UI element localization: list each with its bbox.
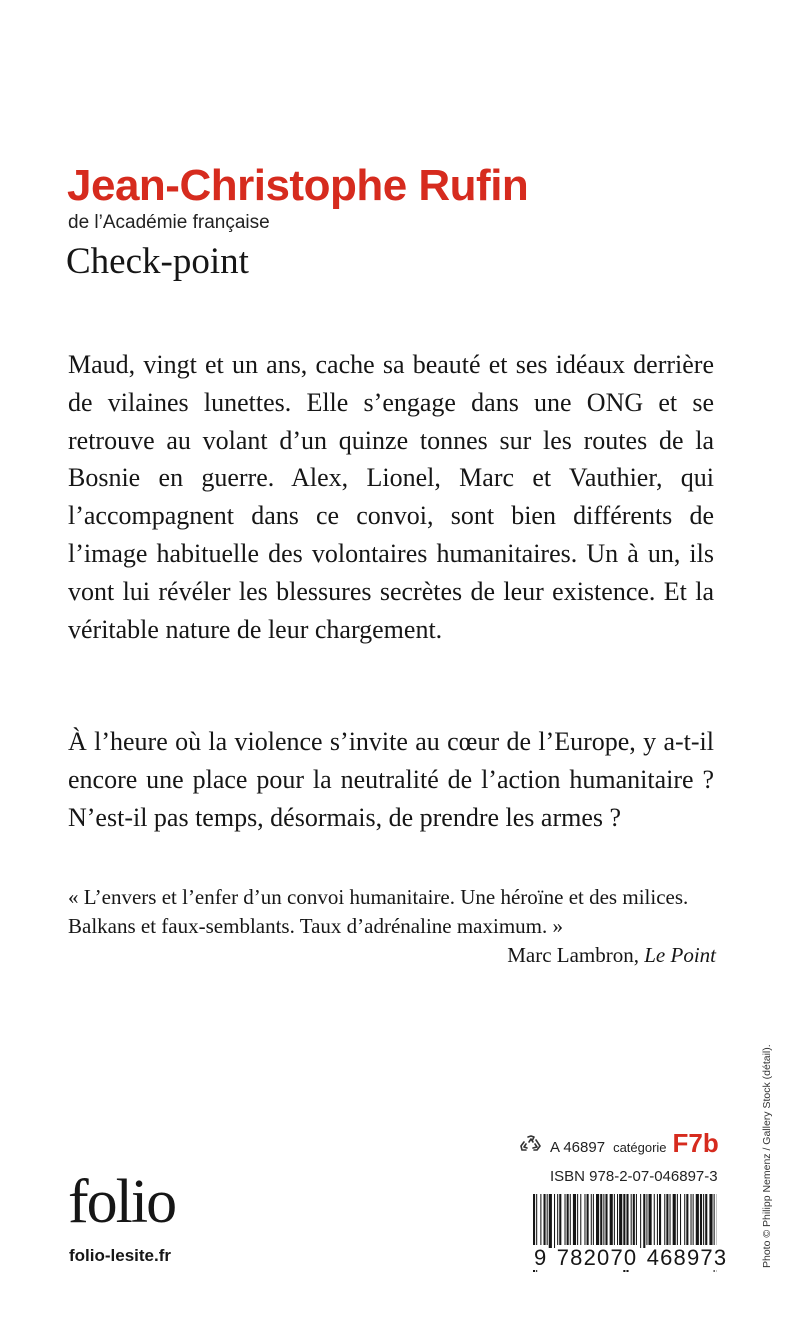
barcode-bar: [677, 1194, 678, 1248]
barcode-digits: [533, 1245, 728, 1271]
book-title: Check-point: [66, 241, 249, 282]
author-affiliation: de l’Académie française: [68, 212, 270, 233]
review-source: Le Point: [644, 943, 716, 967]
barcode-bar: [617, 1194, 618, 1248]
barcode-bar: [559, 1194, 561, 1248]
barcode-bar: [673, 1194, 676, 1248]
barcode-bar: [703, 1194, 704, 1248]
barcode-bar: [596, 1194, 599, 1248]
isbn-number: ISBN 978-2-07-046897-3: [550, 1168, 718, 1185]
barcode-bar: [643, 1194, 645, 1248]
barcode-bar: [693, 1194, 694, 1248]
barcode-bar: [573, 1194, 576, 1248]
barcode-bar: [619, 1194, 622, 1248]
barcode-bar: [636, 1194, 637, 1248]
barcode-bar: [666, 1194, 668, 1248]
barcode-bar: [614, 1194, 615, 1248]
author-name: Jean-Christophe Rufin: [67, 161, 529, 210]
recycle-icon: [520, 1135, 542, 1153]
barcode-bar: [554, 1194, 555, 1248]
barcode-bar: [646, 1194, 647, 1248]
barcode-bar: [659, 1194, 661, 1248]
barcode-bar: [684, 1194, 685, 1248]
barcode-bar: [680, 1194, 681, 1248]
category-code: F7b: [672, 1128, 719, 1158]
barcode-bar: [649, 1194, 652, 1248]
blurb-paragraph-1: Maud, vingt et un ans, cache sa beauté et ses idéaux derrière de vilaines lunettes. Elle s’engage dans une ONG et se retrouve au volant d’un quinze tonnes sur les routes de la Bosnie en guerre. Alex, Lionel, Marc et Vauthier, qui l’accompagnent dans ce convoi, sont bien différents de l’image habituelle des volontaires humanitaires. Un à un, ils vont lui révéler les blessures secrètes de leur existence. Et la véritable nature de leur chargement.: [68, 350, 714, 644]
barcode-bar: [547, 1194, 548, 1248]
barcode-bar: [664, 1194, 665, 1248]
barcode-bar: [696, 1194, 699, 1248]
barcode-bar: [570, 1194, 571, 1248]
barcode-bar: [565, 1194, 566, 1248]
barcode-bar: [631, 1194, 632, 1248]
blurb-paragraph-2: À l’heure où la violence s’invite au cœur de l’Europe, y a-t-il encore une place pour la neutralité de l’action humanitaire ? N’est-il pas temps, désormais, de prendre les armes ?: [68, 727, 714, 832]
barcode-bar: [577, 1194, 578, 1248]
category-label: catégorie: [613, 1140, 667, 1155]
barcode-bar: [700, 1194, 702, 1248]
barcode-bar: [640, 1194, 641, 1248]
barcode-bar: [584, 1194, 585, 1248]
barcode-bar: [603, 1194, 604, 1248]
barcode-bar: [580, 1194, 581, 1248]
barcode-bar: [709, 1194, 712, 1248]
barcode-bar: [540, 1194, 541, 1248]
barcode-bar: [691, 1194, 692, 1248]
review-quote-block: [68, 883, 716, 970]
barcode-bar: [670, 1194, 671, 1248]
barcode-bar: [686, 1194, 688, 1248]
barcode-bar: [633, 1194, 635, 1248]
photo-credit: Photo © Philipp Nemenz / Gallery Stock (détail).: [761, 1044, 773, 1268]
barcode-first-digit: 9: [534, 1245, 548, 1270]
barcode-bar: [600, 1194, 602, 1248]
publisher-website: folio-lesite.fr: [69, 1246, 172, 1265]
reviewer-name: Marc Lambron,: [507, 943, 639, 967]
barcode-bar: [591, 1194, 592, 1248]
review-quote: « L’envers et l’enfer d’un convoi humanitaire. Une héroïne et des milices. Balkans et faux-semblants. Taux d’adrénaline maximum. »: [68, 885, 689, 938]
barcode-bar: [605, 1194, 607, 1248]
barcode-bar: [587, 1194, 589, 1248]
product-code: A 46897: [550, 1139, 606, 1156]
barcode-bar: [544, 1194, 546, 1248]
barcode-bar: [654, 1194, 655, 1248]
barcode-bar: [705, 1194, 707, 1248]
barcode-bar: [657, 1194, 658, 1248]
publisher-logo: folio: [68, 1168, 176, 1236]
barcode-right-group: 468973: [646, 1245, 728, 1270]
review-attribution: [68, 941, 716, 970]
barcode-left-group: 782070: [556, 1245, 638, 1270]
barcode-bar: [549, 1194, 552, 1248]
barcode-bar: [593, 1194, 594, 1248]
barcode-bar: [557, 1194, 558, 1248]
barcode-bar: [567, 1194, 569, 1248]
product-info-row: [520, 1128, 719, 1160]
barcode-bar: [610, 1194, 613, 1248]
